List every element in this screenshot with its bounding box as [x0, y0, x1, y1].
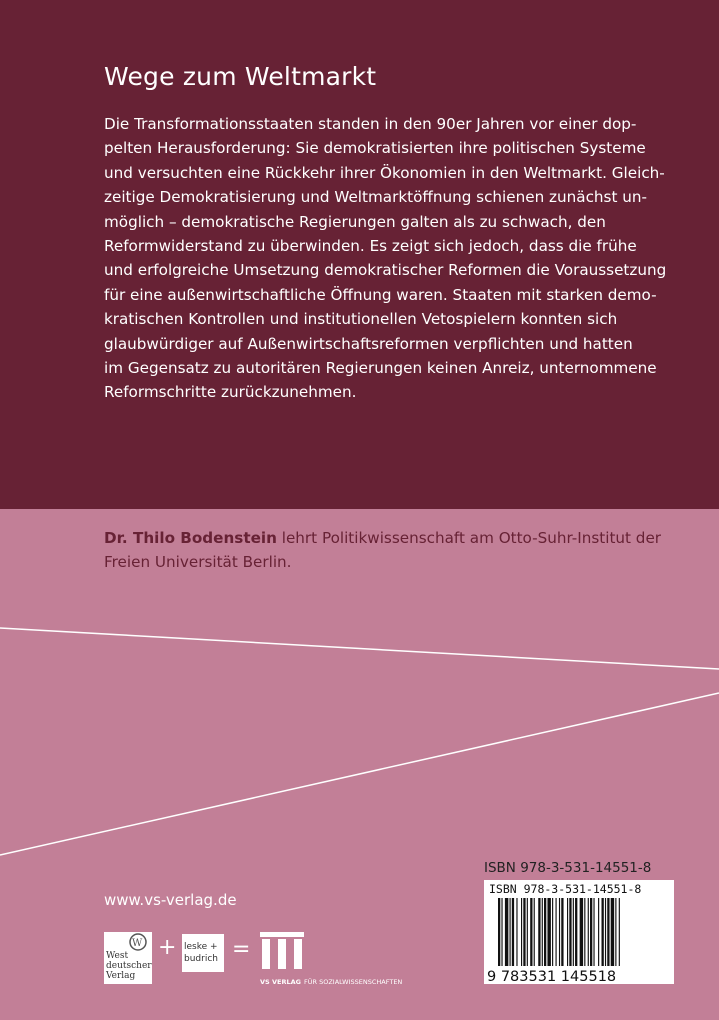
barcode-bar — [588, 898, 589, 966]
barcode-bar — [527, 898, 528, 966]
barcode-bar — [505, 898, 508, 966]
westdeutscher-verlag-logo — [104, 932, 152, 984]
barcode-bar — [567, 898, 568, 966]
barcode-isbn-text: ISBN 978-3-531-14551-8 — [489, 882, 642, 896]
barcode-bar — [580, 898, 583, 966]
blurb-line: pelten Herausforderung: Sie demokratisierten ihre politischen Systeme — [104, 139, 646, 158]
barcode-bar — [559, 898, 560, 966]
author-name: Dr. Thilo Bodenstein — [104, 529, 277, 547]
plus-sign: + — [158, 935, 177, 960]
barcode-bar — [605, 898, 606, 966]
barcode-bar — [615, 898, 616, 966]
blurb-line: Reformwiderstand zu überwinden. Es zeigt sich jedoch, dass die frühe — [104, 237, 637, 256]
barcode-bar — [521, 898, 522, 966]
barcode-bar — [512, 898, 514, 966]
barcode-bar — [547, 898, 550, 966]
barcode-bar — [619, 898, 620, 966]
decorative-line-upper — [0, 628, 719, 669]
blurb-line: im Gegensatz zu autoritären Regierungen keinen Anreiz, unternommene — [104, 359, 657, 378]
book-title: Wege zum Weltmarkt — [104, 62, 377, 91]
barcode — [484, 880, 674, 984]
barcode-bar — [602, 898, 604, 966]
blurb-line: für eine außenwirtschaftliche Öffnung waren. Staaten mit starken demo- — [104, 285, 657, 304]
barcode-bar — [501, 898, 502, 966]
wdv-word-1: West — [106, 951, 129, 961]
blurb-line: Reformschritte zurückzunehmen. — [104, 383, 357, 402]
barcode-bar — [573, 898, 574, 966]
blurb-line: zeitige Demokratisierung und Weltmarktöffnung schienen zunächst un- — [104, 188, 647, 207]
isbn-label: ISBN 978-3-531-14551-8 — [484, 860, 652, 876]
author-bio-rest: lehrt Politikwissenschaft am Otto-Suhr-Institut der — [276, 529, 662, 547]
blurb-line: und erfolgreiche Umsetzung demokratischer Reformen die Voraussetzung — [104, 261, 667, 280]
barcode-bar — [538, 898, 540, 966]
blurb-text — [104, 112, 674, 405]
wdv-word-2: deutscher — [106, 961, 152, 971]
barcode-bar — [530, 898, 532, 966]
barcode-bar — [593, 898, 594, 966]
barcode-bar — [523, 898, 525, 966]
blurb-line: Die Transformationsstaaten standen in den 90er Jahren vor einer dop- — [104, 115, 637, 133]
leske-line-1: leske + — [184, 942, 218, 952]
leske-line-2: budrich — [184, 954, 218, 964]
barcode-bar — [611, 898, 614, 966]
barcode-bar — [510, 898, 511, 966]
barcode-bar — [516, 898, 517, 966]
vs-verlag-subtitle: FÜR SOZIALWISSENSCHAFTEN — [304, 978, 403, 986]
leske-budrich-logo — [182, 934, 224, 972]
vs-verlag-logo — [260, 932, 402, 986]
barcode-bar — [569, 898, 571, 966]
barcode-bar — [552, 898, 553, 966]
author-bio-line-1 — [104, 527, 694, 551]
barcode-bar — [544, 898, 546, 966]
decorative-line-lower — [0, 693, 719, 855]
barcode-bar — [598, 898, 599, 966]
barcode-bar — [556, 898, 557, 966]
blurb-line: möglich – demokratische Regierungen galten als zu schwach, den — [104, 212, 606, 231]
svg-text:W: W — [132, 938, 143, 949]
barcode-bar — [534, 898, 535, 966]
barcode-bar — [561, 898, 563, 966]
wdv-word-3: Verlag — [106, 971, 136, 981]
author-bio — [104, 527, 694, 574]
barcode-bar — [590, 898, 592, 966]
website-url: www.vs-verlag.de — [104, 891, 237, 909]
barcode-bar — [498, 898, 500, 966]
vs-verlag-name: VS VERLAG — [260, 978, 301, 986]
author-bio-line-2: Freien Universität Berlin. — [104, 552, 292, 571]
publisher-logos — [104, 928, 444, 988]
barcode-bar — [542, 898, 543, 966]
barcode-digits: 9 783531 145518 — [487, 969, 617, 984]
barcode-bar — [575, 898, 577, 966]
equals-sign: = — [232, 937, 251, 962]
barcode-bar — [584, 898, 585, 966]
barcode-bar — [607, 898, 609, 966]
blurb-line: glaubwürdiger auf Außenwirtschaftsreformen verpflichten und hatten — [104, 334, 633, 353]
blurb-line: kratischen Kontrollen und institutionellen Vetospielern konnten sich — [104, 310, 618, 329]
blurb-line: und versuchten eine Rückkehr ihrer Ökonomien in den Weltmarkt. Gleich- — [104, 163, 665, 182]
